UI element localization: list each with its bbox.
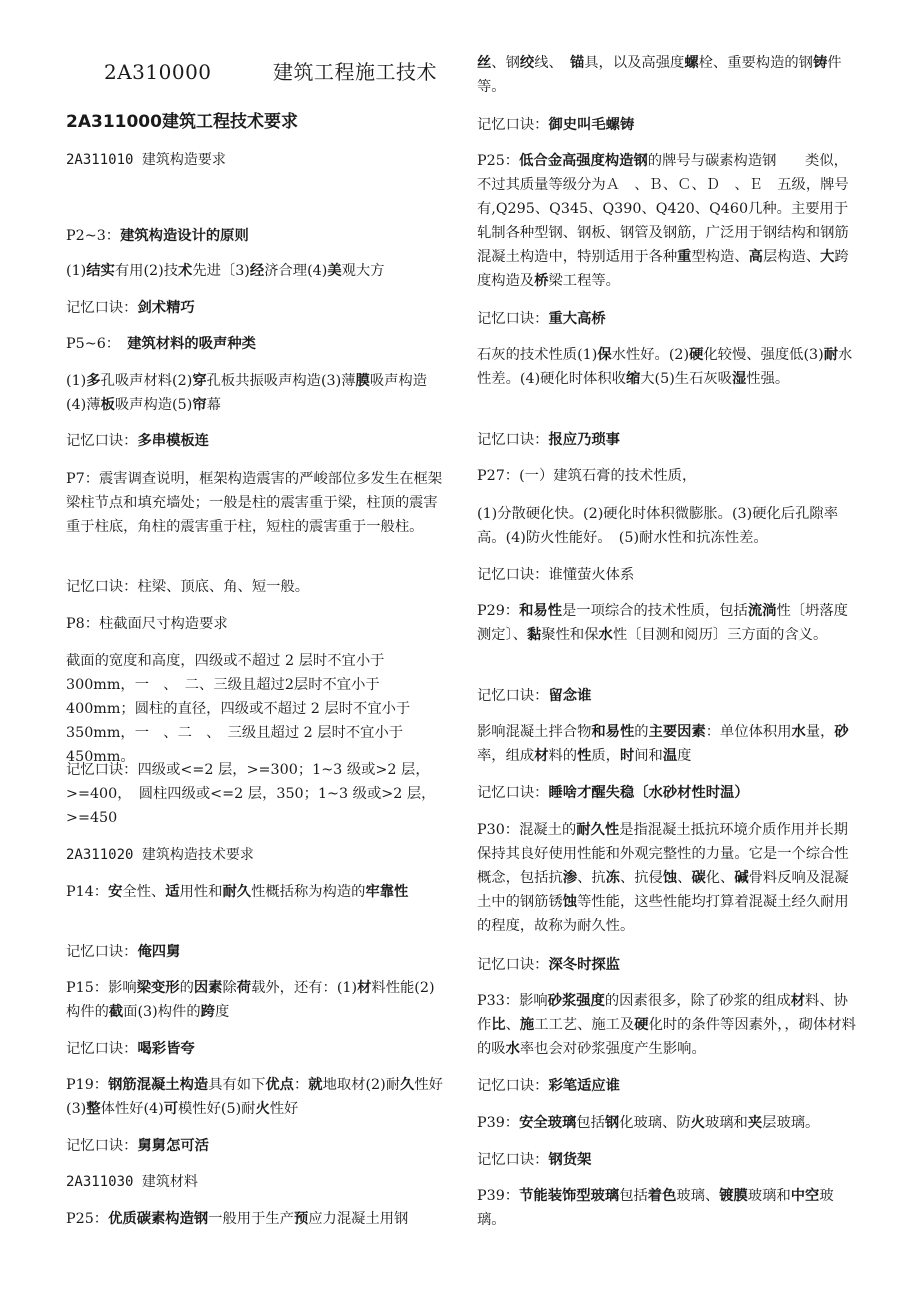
- paragraph: P39：节能装饰型玻璃包括着色玻璃、镀膜玻璃和中空玻璃。: [477, 1188, 834, 1228]
- paragraph: (1)结实有用(2)技术先进〔3)经济合理(4)美观大方: [66, 263, 385, 279]
- mnemonic: 记忆口诀：深冬时探监: [477, 957, 620, 973]
- paragraph: P30：混凝土的耐久性是指混凝土抵抗环境介质作用并长期保持其良好使用性能和外观完整性的力量。它是一个综合性概念，包括抗渗、抗冻、抗侵蚀、碳化、碱骨料反响及混凝土中的钢筋锈蚀等性能，这些性能均打算着混凝土经久耐用的程度，故称为耐久性。: [477, 822, 849, 934]
- paragraph: 石灰的技术性质(1)保水性好。(2)硬化较慢、强度低(3)耐水性差。(4)硬化时体积收缩大(5)生石灰吸湿性强。: [477, 347, 853, 387]
- paragraph: P8：柱截面尺寸构造要求: [66, 616, 228, 632]
- mnemonic: 记忆口诀：报应乃琐事: [477, 432, 620, 448]
- paragraph: (1)多孔吸声材料(2)穿孔板共振吸声构造(3)薄膜吸声构造(4)薄板吸声构造(5)帘幕: [66, 373, 428, 413]
- mnemonic: 记忆口诀：俺四舅: [66, 944, 181, 960]
- section-heading: 2A311000建筑工程技术要求: [66, 112, 298, 132]
- mnemonic: 记忆口诀：重大高桥: [477, 311, 606, 327]
- paragraph: (1)分散硬化快。(2)硬化时体积微膨胀。(3)硬化后孔隙率高。(4)防火性能好。 (5)耐水性和抗冻性差。: [477, 506, 838, 546]
- paragraph: P2~3：建筑构造设计的原则: [66, 228, 249, 244]
- paragraph: P33：影响砂浆强度的因素很多，除了砂浆的组成材料、协作比、施工工艺、施工及硬化时的条件等因素外，，砌体材料的吸水率也会对砂浆强度产生影响。: [477, 993, 856, 1057]
- paragraph: P19：钢筋混凝土构造具有如下优点：就地取材(2)耐久性好(3)整体性好(4)可模性好(5)耐火性好: [66, 1077, 443, 1117]
- mnemonic: 记忆口诀：彩笔适应谁: [477, 1078, 620, 1094]
- mnemonic: 记忆口诀：留念谁: [477, 688, 592, 704]
- paragraph: P27：(一）建筑石膏的技术性质，: [477, 468, 697, 484]
- paragraph: P7：震害调查说明，框架构造震害的严峻部位多发生在框架梁柱节点和填充墙处；一般是柱的震害重于梁，柱顶的震害重于柱底，角柱的震害重于柱，短柱的震害重于一般柱。: [66, 471, 443, 535]
- paragraph: 影响混凝土拌合物和易性的主要因素：单位体积用水量，砂率，组成材料的性质，时间和温度: [477, 724, 849, 764]
- paragraph: P14：安全性、适用性和耐久性概括称为构造的牢靠性: [66, 884, 409, 900]
- paragraph: P25：优质碳素构造钢一般用于生产预应力混凝土用钢: [66, 1211, 409, 1227]
- paragraph: P39：安全玻璃包括钢化玻璃、防火玻璃和夹层玻璃。: [477, 1115, 820, 1131]
- mnemonic: 记忆口诀：喝彩皆夸: [66, 1041, 195, 1057]
- mnemonic: 记忆口诀：剑术精巧: [66, 300, 195, 316]
- paragraph: P25：低合金高强度构造钢的牌号与碳素构造钢 类似，不过其质量等级分为Ａ 、Ｂ、Ｃ、Ｄ 、Ｅ 五级，牌号有,Q295、Q345、Q390、Q420、Q460几种。主要用于轧制各种型钢、钢板、钢管及钢筋，广泛用于钢结构和钢筋混凝土构造中，特别适用于各种重型构造、高层构造、大跨度构造及桥梁工程等。: [477, 153, 849, 289]
- paragraph: P5~6： 建筑材料的吸声种类: [66, 336, 256, 352]
- paragraph: 丝、钢绞线、 锚具，以及高强度螺栓、重要构造的钢铸件等。: [477, 55, 842, 95]
- paragraph: P15：影响梁变形的因素除荷载外，还有：(1)材料性能(2)构件的截面(3)构件的跨度: [66, 980, 435, 1020]
- mnemonic: 记忆口诀：柱梁、顶底、角、短一般。: [66, 579, 310, 595]
- mnemonic: 记忆口诀：舅舅怎可活: [66, 1138, 209, 1154]
- mnemonic: 记忆口诀：御史叫毛螺铸: [477, 117, 635, 133]
- paragraph: 截面的宽度和高度，四级或不超过 2 层时不宜小于300mm，一 、 二、三级且超过2层时不宜小于 400mm；圆柱的直径，四级或不超过 2 层时不宜小于 350mm，一 、二 、 三级且超过 2 层时不宜小于 450mm。: [66, 653, 411, 765]
- chapter-title: 2A310000 建筑工程施工技术: [104, 60, 438, 84]
- subsection-heading: 2A311020 建筑构造技术要求: [66, 847, 254, 863]
- mnemonic: 记忆口诀：睡啥才醒失稳〔水砂材性时温）: [477, 785, 749, 801]
- mnemonic: 记忆口诀：多串模板连: [66, 433, 209, 449]
- paragraph: P29：和易性是一项综合的技术性质，包括流淌性〔坍落度测定〕、黏聚性和保水性〔目测和阅历〕三方面的含义。: [477, 603, 848, 643]
- subsection-heading: 2A311010 建筑构造要求: [66, 152, 226, 168]
- mnemonic: 记忆口诀：钢货架: [477, 1152, 592, 1168]
- mnemonic: 记忆口诀：四级或<=2 层，>=300；1~3 级或>2 层，>=400， 圆柱四级或<=2 层，350；1~3 级或>2 层，>=450: [66, 762, 436, 826]
- mnemonic: 记忆口诀：谁懂萤火体系: [477, 567, 635, 583]
- subsection-heading: 2A311030 建筑材料: [66, 1174, 198, 1190]
